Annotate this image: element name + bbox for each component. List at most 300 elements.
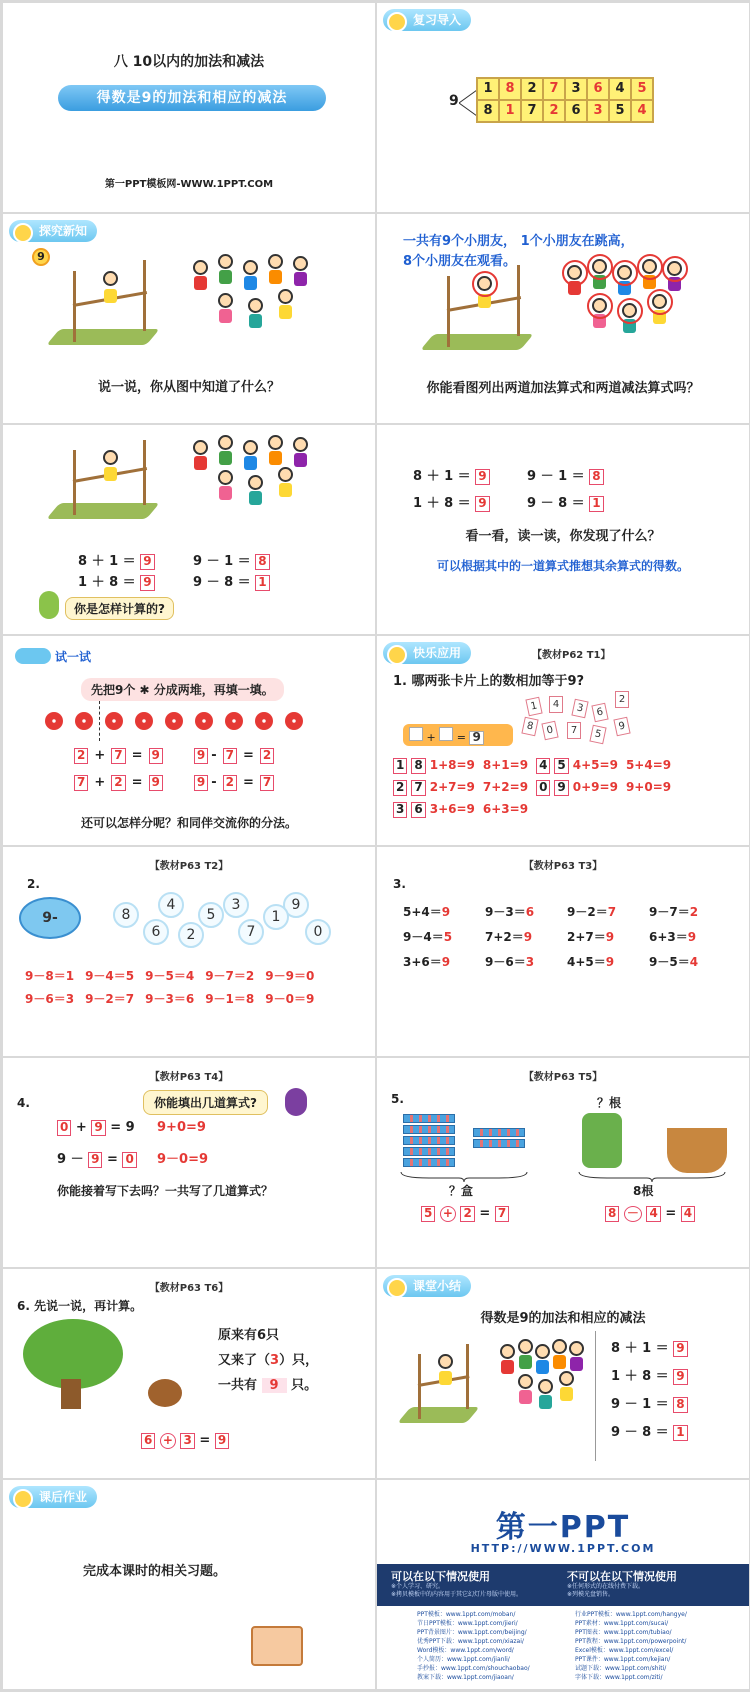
instruction-bubble: 先把9个 ✱ 分成两堆，再填一填。: [81, 678, 284, 701]
unknown-count-label: ？根: [597, 1096, 622, 1110]
practice-answer: 7: [607, 905, 617, 919]
answer-box: 7: [260, 775, 274, 791]
subtraction-answer: 9－9＝0: [265, 969, 315, 983]
watcher-head: [278, 289, 293, 304]
operator: =: [131, 748, 143, 763]
practice-expr: 9－7＝: [649, 905, 690, 919]
answer-box: 2: [111, 775, 125, 791]
watcher-body: [519, 1390, 532, 1404]
number-card: 5: [589, 725, 606, 745]
subtraction-answer: 9－6＝3: [25, 992, 75, 1006]
highlight-circle: [662, 256, 688, 282]
watcher-head: [218, 470, 233, 485]
subtraction-answer: 9－3＝6: [145, 992, 195, 1006]
jumper-body: [439, 1371, 452, 1385]
jumper-body: [104, 289, 117, 303]
number-bubble: 0: [305, 919, 331, 945]
question-text: 还可以怎样分呢？和同伴交流你的分法。: [80, 816, 297, 830]
box-stack-left: [403, 1114, 455, 1169]
card-pair: 4: [536, 758, 550, 774]
juice-box-icon: [403, 1147, 455, 1156]
section-tag: 课堂小结: [383, 1275, 471, 1297]
highlight-circle: [587, 254, 613, 280]
flower-icon: [45, 712, 63, 730]
book-icon: [251, 1626, 303, 1666]
sum-formula: 4+5=9: [572, 758, 618, 772]
flower-icon: [135, 712, 153, 730]
split-equation-row: [71, 775, 277, 791]
table-cell: 7: [543, 78, 565, 100]
jumper-head: [438, 1354, 453, 1369]
operator: -: [211, 775, 217, 790]
speech-bubble: 你是怎样计算的?: [65, 597, 174, 620]
watcher-head: [268, 254, 283, 269]
fish-icon: 9-: [19, 897, 81, 939]
watcher-head: [218, 435, 233, 450]
split-equation-row: [71, 748, 277, 764]
watcher-body: [249, 491, 262, 505]
practice-expr: 7+2＝: [485, 930, 524, 944]
equation-3: 9 － 1 ＝ 8: [611, 1393, 688, 1413]
list-item: PPT模板：www.1ppt.com/moban/: [417, 1611, 516, 1618]
watcher-head: [569, 1341, 584, 1356]
links-right[interactable]: [575, 1610, 687, 1682]
practice-answer: 9: [441, 955, 451, 969]
exercise-number: 2.: [27, 877, 40, 891]
flower-icon: [225, 712, 243, 730]
answer-row: [393, 780, 679, 796]
practice-expr: 9－2＝: [567, 905, 608, 919]
number-badge: 9: [32, 248, 50, 266]
slide-12-vegetables[interactable]: [377, 1058, 749, 1267]
table-cell: 1: [477, 78, 499, 100]
table-cell: 4: [631, 100, 653, 122]
operator: =: [131, 775, 143, 790]
equation-1: 8 ＋ 1 ＝ 9: [413, 465, 490, 485]
subtraction-answer: 9－8＝1: [25, 969, 75, 983]
subtraction-answer: 9－5＝4: [145, 969, 195, 983]
practice-expr: 9－6＝: [485, 955, 526, 969]
number-card: 7: [567, 722, 581, 739]
high-jump-illustration: [43, 435, 333, 535]
slide-7-try[interactable]: [3, 636, 375, 845]
exercise-number: 4.: [17, 1096, 30, 1110]
practice-item: [403, 903, 450, 920]
answer-box: 7: [111, 748, 125, 764]
watcher-body: [269, 451, 282, 465]
watcher-body: [219, 270, 232, 284]
list-item: 行业PPT模板：www.1ppt.com/hangye/: [575, 1611, 687, 1618]
number-bubble: 9: [283, 892, 309, 918]
sum-formula: 8+1=9: [482, 758, 529, 772]
watcher-head: [559, 1371, 574, 1386]
highlight-circle: [617, 298, 643, 324]
equation-1: 0 + 9 = 9: [57, 1120, 135, 1136]
equation-left: 5 + 2 = 7: [421, 1206, 509, 1222]
section-tag: 快乐应用: [383, 642, 471, 664]
exercise-number: 3.: [393, 877, 406, 891]
slide-8-cards[interactable]: [377, 636, 749, 845]
watcher-head: [218, 254, 233, 269]
slide-9-bubbles[interactable]: [3, 847, 375, 1056]
flower-icon: [75, 712, 93, 730]
flower-row: [39, 712, 309, 734]
answer-box: 2: [74, 748, 88, 764]
tree-trunk: [61, 1379, 81, 1409]
watcher-body: [244, 456, 257, 470]
watcher-head: [293, 437, 308, 452]
practice-item: [485, 928, 532, 945]
eggplant-icon: [285, 1088, 307, 1116]
operator: =: [243, 748, 254, 763]
list-item: Excel模板：www.1ppt.com/excel/: [575, 1647, 674, 1654]
operator: -: [211, 748, 217, 763]
answer-row-2: [25, 990, 314, 1007]
equation-right: 8 － 4 = 4: [605, 1206, 695, 1222]
highlight-circle: [647, 289, 673, 315]
operator: +: [94, 775, 106, 790]
watcher-head: [518, 1339, 533, 1354]
result-equation: 6 + 3 = 9: [141, 1433, 229, 1449]
number-bubble: 6: [143, 919, 169, 945]
equation-4: 9 － 8 ＝ 1: [193, 571, 270, 591]
watcher-head: [518, 1374, 533, 1389]
slide-5-equations[interactable]: [3, 425, 375, 634]
list-item: ※拷贝模板中的内容用于其它幻灯片母版中使用。: [391, 1591, 523, 1598]
unknown-box-label: ？盒: [449, 1184, 474, 1198]
list-item: 试题下载：www.1ppt.com/shiti/: [575, 1665, 667, 1672]
list-item: PPT背景图片：www.1ppt.com/beijing/: [417, 1629, 527, 1636]
sum-formula: 0+9=9: [572, 780, 618, 794]
exercise-title: 1. 哪两张卡片上的数相加等于9?: [393, 674, 585, 689]
equation-3: 1 ＋ 8 ＝ 9: [413, 492, 490, 512]
textbook-ref: 【教材P63 T5】: [523, 1072, 603, 1083]
watcher-body: [244, 276, 257, 290]
operator: =: [243, 775, 254, 790]
table-cell: 2: [543, 100, 565, 122]
number-card: 9: [613, 717, 630, 737]
subtraction-answer: 9－2＝7: [85, 992, 135, 1006]
table-cell: 5: [631, 78, 653, 100]
practice-answer: 9: [687, 930, 697, 944]
subtraction-answer: 9－4＝5: [85, 969, 135, 983]
flower-icon: [165, 712, 183, 730]
brace-left: [399, 1170, 529, 1182]
flower-icon: [285, 712, 303, 730]
bench-shape: [397, 1407, 479, 1423]
flower-icon: [195, 712, 213, 730]
formula-2: 9－0=9: [157, 1152, 209, 1167]
story-line-1: 原来有6只: [218, 1328, 280, 1343]
answer-box: 7: [223, 748, 237, 764]
flower-icon: [255, 712, 273, 730]
highlight-circle: [637, 254, 663, 280]
question-text: 说一说，你从图中知道了什么？: [97, 380, 280, 395]
watcher-body: [294, 453, 307, 467]
practice-answer: 4: [689, 955, 699, 969]
box-stack-right: [473, 1128, 525, 1150]
jumper-body: [104, 467, 117, 481]
exercise-title: 6. 先说一说，再计算。: [17, 1299, 143, 1313]
practice-item: [485, 953, 534, 970]
watcher-head: [538, 1379, 553, 1394]
answer-box: 7: [74, 775, 88, 791]
can-use-list: [391, 1583, 522, 1599]
cannot-use-list: [567, 1583, 644, 1599]
operator: +: [94, 748, 106, 763]
watcher-body: [294, 272, 307, 286]
table-cell: 3: [587, 100, 609, 122]
flower-icon: [105, 712, 123, 730]
practice-answer: 6: [525, 905, 535, 919]
table-cell: 8: [477, 100, 499, 122]
practice-item: [649, 953, 698, 970]
watcher-head: [268, 435, 283, 450]
sum-formula: 6+3=9: [482, 802, 529, 816]
story-line-1: 一共有9个小朋友， 1个小朋友在跳高，: [403, 234, 634, 249]
number-card: 6: [591, 703, 608, 723]
bench-shape: [46, 329, 159, 345]
slide-16-credits[interactable]: [377, 1480, 749, 1689]
slide-4-story[interactable]: [377, 214, 749, 423]
question-text: 你能接着写下去吗？一共写了几道算式？: [57, 1184, 274, 1198]
list-item: PPT课件：www.1ppt.com/kejian/: [575, 1656, 671, 1663]
lesson-subtitle: 得数是9的加法和相应的减法: [58, 85, 326, 111]
sum-formula: 9+0=9: [625, 780, 672, 794]
number-bubble: 3: [223, 892, 249, 918]
high-jump-illustration: [397, 1339, 597, 1439]
divider-line: [99, 701, 100, 741]
exercise-number: 5.: [391, 1092, 404, 1106]
number-card: 2: [615, 691, 629, 708]
basket-icon: [667, 1128, 727, 1173]
watcher-body: [570, 1357, 583, 1371]
slide-11-fill[interactable]: [3, 1058, 375, 1267]
answer-row: [393, 802, 536, 818]
watcher-head: [293, 256, 308, 271]
practice-answer: 9: [441, 905, 451, 919]
watcher-head: [243, 440, 258, 455]
total-label: 8根: [633, 1184, 654, 1198]
equation-4: 9 － 8 ＝ 1: [527, 492, 604, 512]
answer-box: 2: [223, 775, 237, 791]
equation-1: 8 ＋ 1 ＝ 9: [78, 550, 155, 570]
card-pair: 2: [393, 780, 407, 796]
watcher-body: [553, 1355, 566, 1369]
table-cell: 8: [499, 78, 521, 100]
practice-answer: 9: [605, 955, 615, 969]
highlight-circle: [472, 271, 498, 297]
table-cell: 6: [587, 78, 609, 100]
practice-item: [567, 953, 614, 970]
juice-box-icon: [473, 1128, 525, 1137]
card-sum-frame: + = 9: [403, 724, 513, 746]
story-line-2: 又来了（3）只，: [218, 1353, 319, 1368]
watcher-body: [519, 1355, 532, 1369]
practice-item: [403, 953, 450, 970]
jump-pole: [143, 440, 146, 505]
high-jump-illustration: [43, 254, 333, 364]
practice-expr: 9－5＝: [649, 955, 690, 969]
watcher-body: [279, 305, 292, 319]
answer-box: 9: [149, 748, 163, 764]
number-card: 3: [571, 699, 588, 719]
watcher-head: [535, 1344, 550, 1359]
table-cell: 6: [565, 100, 587, 122]
subtraction-answer: 9－1＝8: [205, 992, 255, 1006]
can-use-heading: 可以在以下情况使用: [391, 1570, 490, 1583]
homework-text: 完成本课时的相关习题。: [83, 1564, 227, 1579]
table-cell: 7: [521, 100, 543, 122]
practice-item: [567, 903, 616, 920]
sum-formula: 7+2=9: [482, 780, 529, 794]
watcher-head: [248, 475, 263, 490]
equation-2: 9 － 9 = 0: [57, 1148, 137, 1168]
slide-15-homework[interactable]: [3, 1480, 375, 1689]
slide-1-title[interactable]: [3, 3, 375, 212]
card-pair: 5: [554, 758, 568, 774]
card-pair: 0: [536, 780, 550, 796]
jumper-head: [103, 450, 118, 465]
summary-title: 得数是9的加法和相应的减法: [480, 1311, 646, 1326]
watcher-body: [219, 486, 232, 500]
watcher-body: [219, 451, 232, 465]
subtraction-answer: 9－0＝9: [265, 992, 315, 1006]
card-pair: 3: [393, 802, 407, 818]
question-text: 看一看，读一读，你发现了什么？: [465, 529, 661, 544]
section-tag: 复习导入: [383, 9, 471, 31]
list-item: 字体下载：www.1ppt.com/ziti/: [575, 1674, 663, 1681]
practice-expr: 2+7＝: [567, 930, 606, 944]
usage-banner: [377, 1564, 749, 1606]
practice-expr: 3+6＝: [403, 955, 442, 969]
slide-14-summary[interactable]: [377, 1269, 749, 1478]
watcher-body: [194, 456, 207, 470]
card-pair: 6: [411, 802, 425, 818]
list-item: PPT教程：www.1ppt.com/powerpoint/: [575, 1638, 687, 1645]
chapter-title: 八 10以内的加法和减法: [113, 54, 265, 70]
brand-url[interactable]: HTTP://WWW.1PPT.COM: [470, 1542, 656, 1555]
divider: [595, 1331, 596, 1461]
slide-3-explore[interactable]: [3, 214, 375, 423]
list-item: PPT素材：www.1ppt.com/sucai/: [575, 1620, 669, 1627]
watcher-body: [539, 1395, 552, 1409]
number-bubble: 1: [263, 904, 289, 930]
answer-box: 9: [149, 775, 163, 791]
watcher-body: [194, 276, 207, 290]
equation-4: 9 － 8 ＝ 1: [611, 1421, 688, 1441]
links-left[interactable]: [417, 1610, 530, 1682]
equation-3: 1 ＋ 8 ＝ 9: [78, 571, 155, 591]
answer-box: 9: [194, 748, 208, 764]
watcher-head: [500, 1344, 515, 1359]
practice-item: [567, 928, 614, 945]
table-cell: 1: [499, 100, 521, 122]
watcher-head: [193, 260, 208, 275]
number-card: 8: [521, 717, 538, 737]
car-icon: [15, 648, 51, 664]
card-pair: 1: [393, 758, 407, 774]
sum-formula: 2+7=9: [429, 780, 475, 794]
cannot-use-heading: 不可以在以下情况使用: [567, 1570, 677, 1583]
card-pair: 9: [554, 780, 568, 796]
practice-expr: 4+5＝: [567, 955, 606, 969]
practice-answer: 3: [525, 955, 535, 969]
equation-2: 9 － 1 ＝ 8: [193, 550, 270, 570]
equation-2: 9 － 1 ＝ 8: [527, 465, 604, 485]
sum-formula: 3+6=9: [429, 802, 475, 816]
table-cell: 2: [521, 78, 543, 100]
number-bubble: 5: [198, 902, 224, 928]
monkeys-icon: [148, 1379, 182, 1407]
mascot-icon: [39, 591, 59, 619]
table-cell: 5: [609, 100, 631, 122]
equation-1: 8 ＋ 1 ＝ 9: [611, 1337, 688, 1357]
number-bubble: 8: [113, 902, 139, 928]
highlight-circle: [587, 293, 613, 319]
watcher-head: [218, 293, 233, 308]
watcher-body: [219, 309, 232, 323]
watcher-body: [501, 1360, 514, 1374]
practice-item: [649, 928, 696, 945]
list-item: 手抄报：www.1ppt.com/shouchaobao/: [417, 1665, 530, 1672]
jump-pole: [143, 260, 146, 332]
answer-row: [393, 758, 679, 774]
bench-shape: [46, 503, 159, 519]
number-card: 0: [541, 721, 558, 741]
subtraction-answer: 9－7＝2: [205, 969, 255, 983]
section-tag: 课后作业: [9, 1486, 97, 1508]
practice-item: [649, 903, 698, 920]
answer-row-1: [25, 967, 314, 984]
list-item: ※个人学习、研究。: [391, 1583, 445, 1590]
section-tag: 试一试: [55, 650, 92, 664]
slide-13-monkeys[interactable]: [3, 1269, 375, 1478]
number-bubble: 7: [238, 919, 264, 945]
slide-2-review[interactable]: [377, 3, 749, 212]
juice-box-icon: [403, 1125, 455, 1134]
answer-box: 2: [260, 748, 274, 764]
jumper-head: [103, 271, 118, 286]
juice-box-icon: [403, 1114, 455, 1123]
story-line-2: 8个小朋友在观看。: [403, 254, 517, 269]
list-item: 节日PPT模板：www.1ppt.com/jieri/: [417, 1620, 518, 1627]
table-cell: 3: [565, 78, 587, 100]
discovery-note: 可以根据其中的一道算式推想其余算式的得数。: [436, 559, 689, 573]
practice-item: [403, 928, 452, 945]
card-pair: 7: [411, 780, 425, 796]
watcher-body: [249, 314, 262, 328]
list-item: 优秀PPT下载：www.1ppt.com/xiazai/: [417, 1638, 524, 1645]
answer-box: 9: [194, 775, 208, 791]
sum-formula: 5+4=9: [625, 758, 672, 772]
slide-6-discover[interactable]: [377, 425, 749, 634]
question-text: 你能看图列出两道加法算式和两道减法算式吗？: [426, 381, 700, 396]
table-cell: 4: [609, 78, 631, 100]
slide-10-practice[interactable]: [377, 847, 749, 1056]
practice-expr: 9－4＝: [403, 930, 444, 944]
card-pair: 8: [411, 758, 425, 774]
section-tag: 探究新知: [9, 220, 97, 242]
juice-box-icon: [473, 1139, 525, 1148]
textbook-ref: 【教材P62 T1】: [532, 650, 611, 661]
jump-pole: [517, 265, 520, 337]
list-item: ※任何形式的在线付费下载。: [567, 1583, 645, 1590]
list-item: PPT图表：www.1ppt.com/tubiao/: [575, 1629, 672, 1636]
list-item: ※列模光盘销售。: [567, 1591, 615, 1598]
watcher-head: [248, 298, 263, 313]
watcher-head: [552, 1339, 567, 1354]
